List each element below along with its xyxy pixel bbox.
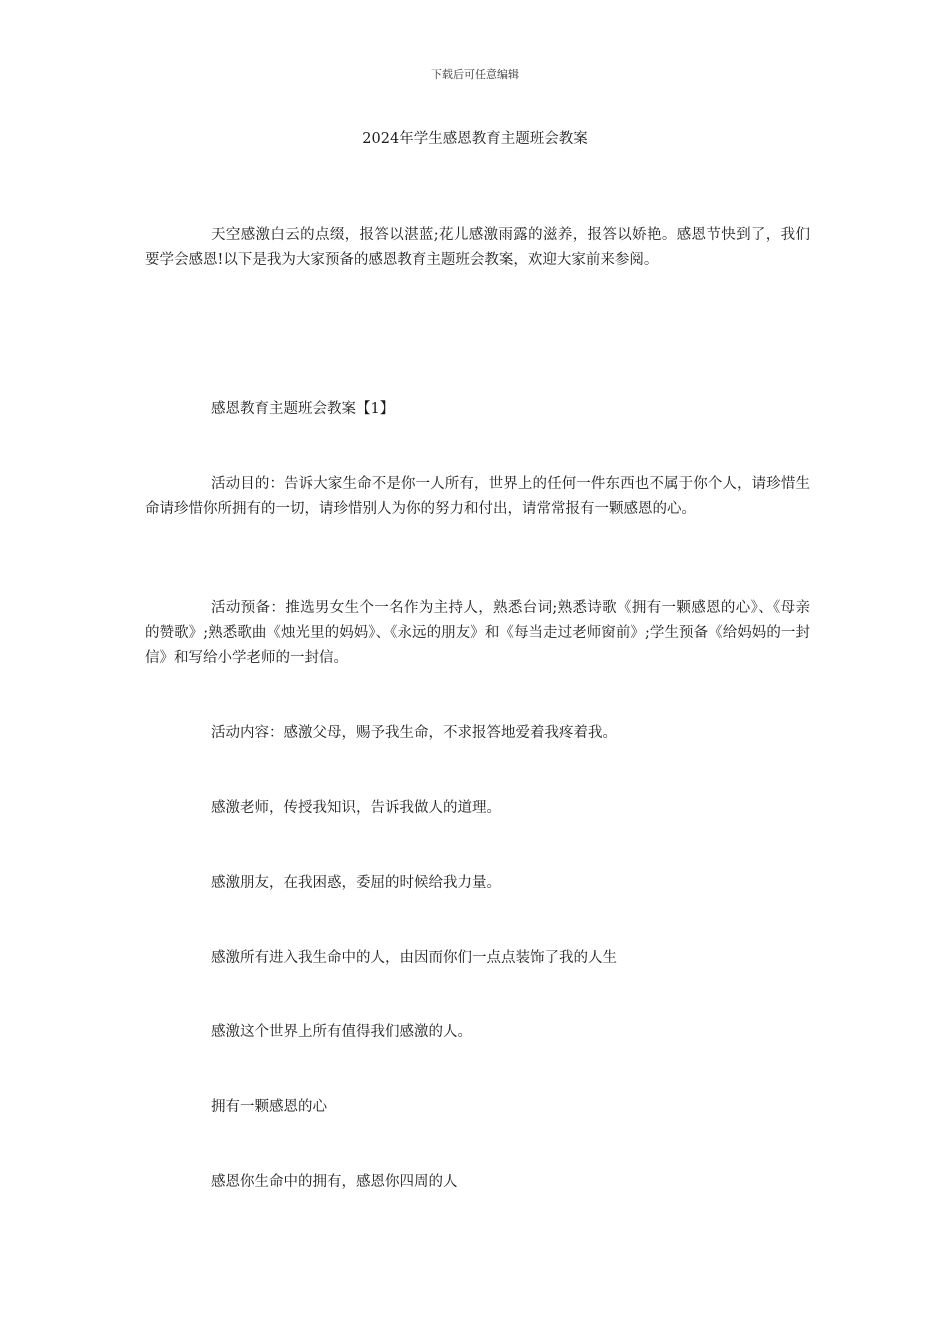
grateful-life-paragraph: 感恩你生命中的拥有，感恩你四周的人	[211, 1174, 458, 1190]
thank-friends-paragraph: 感激朋友，在我困惑，委屈的时候给我力量。	[211, 875, 501, 891]
intro-paragraph: 天空感激白云的点缀，报答以湛蓝;花儿感激雨露的滋养，报答以娇艳。感恩节快到了，我们要学会感恩!以下是我为大家预备的感恩教育主题班会教案，欢迎大家前来参阅。	[145, 227, 810, 268]
thank-teachers-paragraph: 感激老师，传授我知识，告诉我做人的道理。	[211, 800, 501, 816]
activity-preparation-paragraph: 活动预备：推选男女生个一名作为主持人，熟悉台词;熟悉诗歌《拥有一颗感恩的心》、《母亲的赞歌》;熟悉歌曲《烛光里的妈妈》、《永远的朋友》和《每当走过老师窗前》;学生预备《给妈妈的一封信》和写给小学老师的一封信。	[145, 600, 810, 666]
document-title: 2024年学生感恩教育主题班会教案	[362, 131, 588, 147]
activity-goal-paragraph: 活动目的：告诉大家生命不是你一人所有，世界上的任何一件东西也不属于你个人，请珍惜生命请珍惜你所拥有的一切，请珍惜别人为你的努力和付出，请常常报有一颗感恩的心。	[145, 476, 810, 517]
section-heading: 感恩教育主题班会教案【1】	[211, 401, 395, 417]
grateful-heart-paragraph: 拥有一颗感恩的心	[211, 1099, 327, 1115]
thank-world-paragraph: 感激这个世界上所有值得我们感激的人。	[211, 1024, 472, 1040]
thank-everyone-paragraph: 感激所有进入我生命中的人，由因而你们一点点装饰了我的人生	[211, 950, 617, 966]
activity-content-paragraph: 活动内容：感激父母，赐予我生命，不求报答地爱着我疼着我。	[211, 725, 617, 741]
header-note: 下载后可任意编辑	[431, 68, 519, 81]
